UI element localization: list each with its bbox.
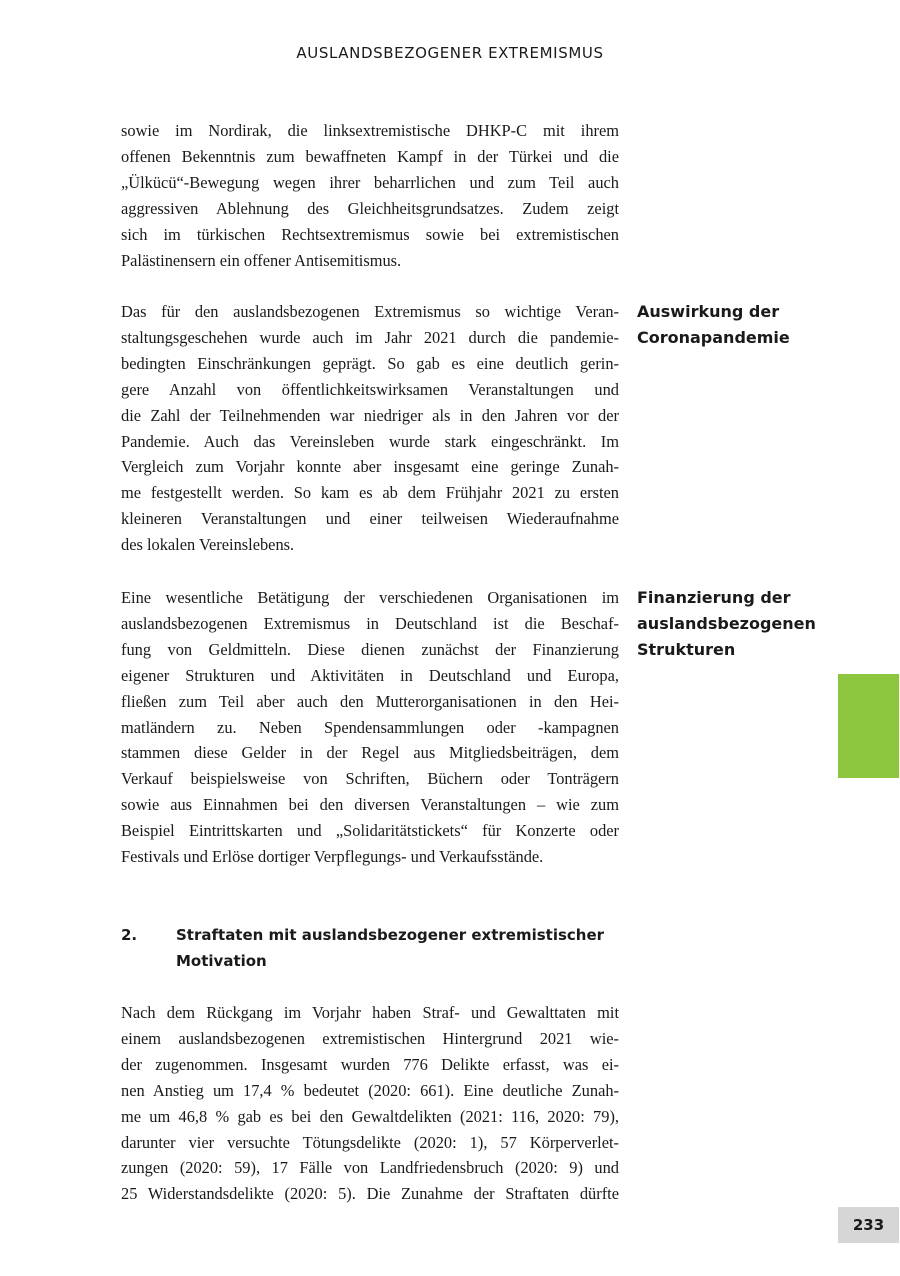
paragraph-line: offenen Bekenntnis zum bewaffneten Kampf in der Türkei und die: [121, 146, 619, 166]
paragraph-line: darunter vier versuchte Tötungsdelikte (2020: 1), 57 Körperverlet-: [121, 1132, 619, 1152]
paragraph-2: [121, 299, 619, 558]
paragraph-line: eigener Strukturen und Aktivitäten in Deutschland und Europa,: [121, 665, 619, 685]
page-number-label: 233: [852, 1216, 885, 1234]
margin-note-line: Strukturen: [637, 640, 736, 659]
paragraph-line: fließen zum Teil aber auch den Mutterorganisationen in den Hei-: [121, 691, 619, 711]
paragraph-line: Festivals und Erlöse dortiger Verpflegungs- und Verkaufsstände.: [121, 847, 544, 867]
paragraph-line: sowie aus Einnahmen bei den diversen Veranstaltungen – wie zum: [121, 795, 619, 815]
paragraph-line: sich im türkischen Rechtsextremismus sowie bei extremistischen: [121, 224, 619, 244]
margin-note-line: Coronapandemie: [637, 328, 790, 347]
paragraph-line: einem auslandsbezogenen extremistischen Hintergrund 2021 wie-: [121, 1028, 619, 1048]
paragraph-1: [121, 118, 619, 273]
margin-note-finanzierung: [637, 585, 816, 663]
paragraph-line: bedingten Einschränkungen geprägt. So gab es eine deutlich gerin-: [121, 353, 619, 373]
margin-note-line: auslandsbezogenen: [637, 614, 816, 633]
paragraph-3: [121, 585, 619, 870]
running-header: AUSLANDSBEZOGENER EXTREMISMUS: [296, 44, 604, 62]
paragraph-line: matländern zu. Neben Spendensammlungen oder -kampagnen: [121, 717, 619, 737]
paragraph-line: auslandsbezogenen Extremismus in Deutschland ist die Beschaf-: [121, 613, 619, 633]
paragraph-line: 25 Widerstandsdelikte (2020: 5). Die Zunahme der Straftaten dürfte: [121, 1184, 619, 1204]
paragraph-line: zungen (2020: 59), 17 Fälle von Landfriedensbruch (2020: 9) und: [121, 1158, 619, 1178]
paragraph-line: nen Anstieg um 17,4 % bedeutet (2020: 661). Eine deutliche Zunah-: [121, 1080, 619, 1100]
margin-note-line: Finanzierung der: [637, 588, 791, 607]
paragraph-line: me um 46,8 % gab es bei den Gewaltdelikten (2021: 116, 2020: 79),: [121, 1106, 619, 1126]
paragraph-line: Eine wesentliche Betätigung der verschiedenen Organisationen im: [121, 588, 619, 607]
paragraph-line: Pandemie. Auch das Vereinsleben wurde stark eingeschränkt. Im: [121, 431, 619, 451]
chapter-thumb-tab: [838, 674, 899, 778]
section-title-line: Straftaten mit auslandsbezogener extremistischer: [176, 926, 605, 944]
paragraph-line: Das für den auslandsbezogenen Extremismus so wichtige Veran-: [121, 302, 619, 321]
paragraph-line: gere Anzahl von öffentlichkeitswirksamen Veranstaltungen und: [121, 379, 619, 399]
paragraph-line: aggressiven Ablehnung des Gleichheitsgrundsatzes. Zudem zeigt: [121, 198, 619, 218]
paragraph-line: „Ülkücü“-Bewegung wegen ihrer beharrlichen und zum Teil auch: [121, 172, 619, 192]
paragraph-line: des lokalen Vereinslebens.: [121, 535, 295, 555]
paragraph-4: [121, 1000, 619, 1207]
paragraph-line: Beispiel Eintrittskarten und „Solidaritätstickets“ für Konzerte oder: [121, 821, 619, 841]
paragraph-line: Palästinensern ein offener Antisemitismus.: [121, 250, 402, 270]
paragraph-line: Vergleich zum Vorjahr konnte aber insgesamt eine geringe Zunah-: [121, 457, 619, 477]
page-number: [838, 1207, 899, 1243]
paragraph-line: kleineren Veranstaltungen und einer teilweisen Wiederaufnahme: [121, 509, 619, 529]
margin-note-coronapandemie: [637, 299, 807, 351]
paragraph-line: staltungsgeschehen wurde auch im Jahr 2021 durch die pandemie-: [121, 327, 619, 347]
section-title: [176, 922, 616, 974]
paragraph-line: stammen diese Gelder in der Regel aus Mitgliedsbeiträgen, dem: [121, 743, 619, 763]
paragraph-line: Nach dem Rückgang im Vorjahr haben Straf- und Gewalttaten mit: [121, 1003, 619, 1022]
section-number: 2.: [121, 926, 138, 944]
paragraph-line: sowie im Nordirak, die linksextremistische DHKP-C mit ihrem: [121, 121, 619, 140]
paragraph-line: fung von Geldmitteln. Diese dienen zunächst der Finanzierung: [121, 639, 619, 659]
paragraph-line: me festgestellt werden. So kam es ab dem Frühjahr 2021 zu ersten: [121, 483, 619, 503]
paragraph-line: der zugenommen. Insgesamt wurden 776 Delikte erfasst, was ei-: [121, 1054, 619, 1074]
margin-note-line: Auswirkung der: [637, 302, 780, 321]
paragraph-line: die Zahl der Teilnehmenden war niedriger als in den Jahren vor der: [121, 405, 619, 425]
section-title-line: Motivation: [176, 952, 267, 970]
paragraph-line: Verkauf beispielsweise von Schriften, Büchern oder Tonträgern: [121, 769, 619, 789]
